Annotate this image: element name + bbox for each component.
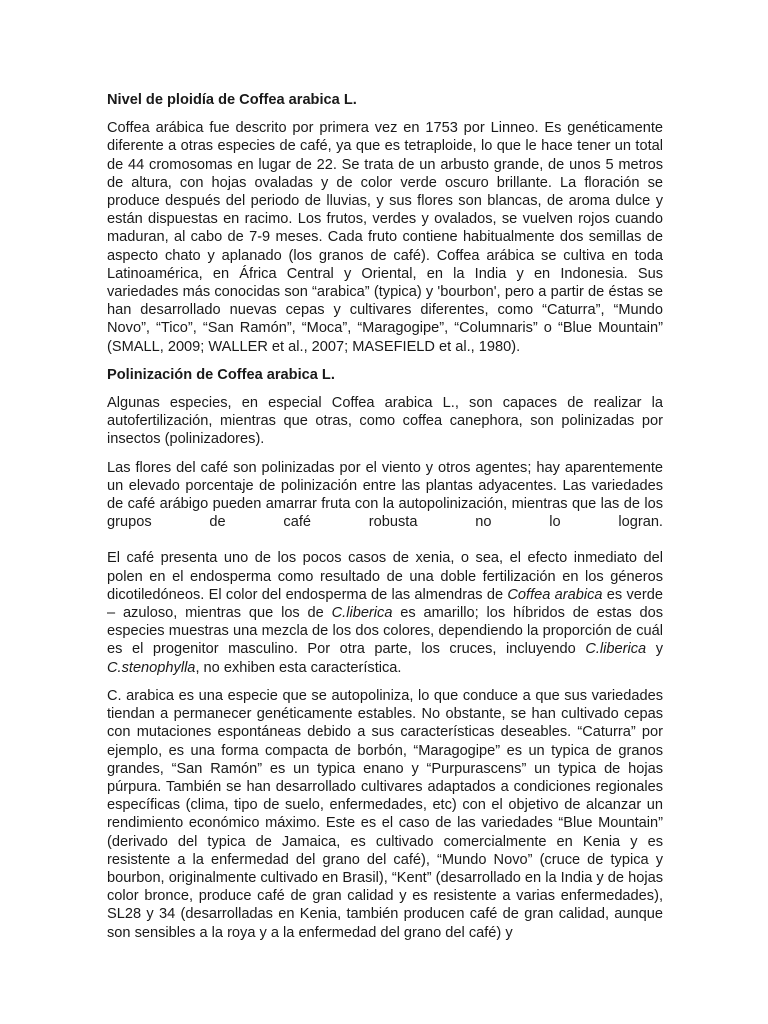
paragraph-wind-pollination: Las flores del café son polinizadas por el viento y otros agentes; hay aparentemente un elevado porcentaje de polinización entre las plantas adyacentes. Las variedades de café arábigo pueden amarrar fruta con la autopolinización, mientras que las de los grupos de café robusta no lo logran. [107,459,663,531]
xenia-text-4: y [646,641,663,658]
species-name-c-liberica: C.liberica [331,605,393,622]
section-heading-pollination: Polinización de Coffea arabica L. [107,366,335,383]
xenia-text-1: El café presenta uno de los pocos casos de xenia, o sea, el efecto inmediato del polen en el endosperma como resultado de una doble fertilización en los géneros dicotiledóneos. El color del endosperma de las almendras de [107,550,663,603]
xenia-text-5: , no exhiben esta característica. [195,659,402,676]
paragraph-self-fertilization: Algunas especies, en especial Coffea arabica L., son capaces de realizar la autofertilización, mientras que otras, como coffea canephora, son polinizadas por insectos (polinizadores). [107,395,663,448]
species-name-coffea-arabica: Coffea arabica [507,586,603,603]
xenia-text-3: es amarillo; los híbridos de estas dos especies muestras una mezcla de los dos colores, dependiendo la proporción de cuál es el progenitor masculino. Por otra parte, los cruces, incluyendo [107,605,663,658]
species-name-c-stenophylla: C.stenophylla [107,659,196,676]
paragraph-varieties: C. arabica es una especie que se autopoliniza, lo que conduce a que sus variedades tiendan a permanecer genéticamente estables. No obstante, se han cultivado cepas con mutaciones espontáneas debido a sus características deseables. “Caturra” por ejemplo, es una forma compacta de borbón, “Maragogipe” es un typica de granos grandes, “San Ramón” es un typica enano y “Purpurascens” un typica de hojas púrpura. También se han desarrollado cultivares adaptados a condiciones regionales específicas (clima, tipo de suelo, enfermedades, etc) con el objetivo de alcanzar un rendimiento económico máximo. Este es el caso de las variedades “Blue Mountain” (derivado del typica de Jamaica, es cultivado comercialmente en Kenia y es resistente a la enfermedad del grano del café), “Mundo Novo” (cruce de typica y bourbon, originalmente cultivado en Brasil), “Kent” (desarrollado en la India y de hojas color bronce, produce café de gran calidad y es resistente a varias enfermedades), SL28 y 34 (desarrolladas en Kenia, también producen café de gran calidad, aunque son sensibles a la roya y a la enfermedad del grano del café) y [107,687,663,941]
species-name-c-liberica-2: C.liberica [585,641,647,658]
paragraph-xenia [107,549,663,676]
section-heading-ploidy: Nivel de ploidía de Coffea arabica L. [107,92,357,108]
xenia-text-2: es verde – azuloso, mientras que los de [107,586,664,622]
paragraph-ploidy-description: Coffea arábica fue descrito por primera vez en 1753 por Linneo. Es genéticamente diferente a otras especies de café, ya que es tetraploide, lo que le hace tener un total de 44 cromosomas en lugar de 22. Se trata de un arbusto grande, de unos 5 metros de altura, con hojas ovaladas y de color verde oscuro brillante. La floración se produce después del periodo de lluvias, y sus flores son blancas, de aroma dulce y están dispuestas en racimo. Los frutos, verdes y ovalados, se vuelven rojos cuando maduran, al cabo de 7-9 meses. Cada fruto contiene habitualmente dos semillas de aspecto chato y aplanado (los granos de café). Coffea arábica se cultiva en toda Latinoamérica, en África Central y Oriental, en la India y en Indonesia. Sus variedades más conocidas son “arabica” (typica) y 'bourbon', pero a partir de éstas se han desarrollado nuevas cepas y cultivares diferentes, como “Caturra”, “Mundo Novo”, “Tico”, “San Ramón”, “Moca”, “Maragogipe”, “Columnaris” o “Blue Mountain” (SMALL, 2009; WALLER et al., 2007; MASEFIELD et al., 1980). [107,120,663,355]
